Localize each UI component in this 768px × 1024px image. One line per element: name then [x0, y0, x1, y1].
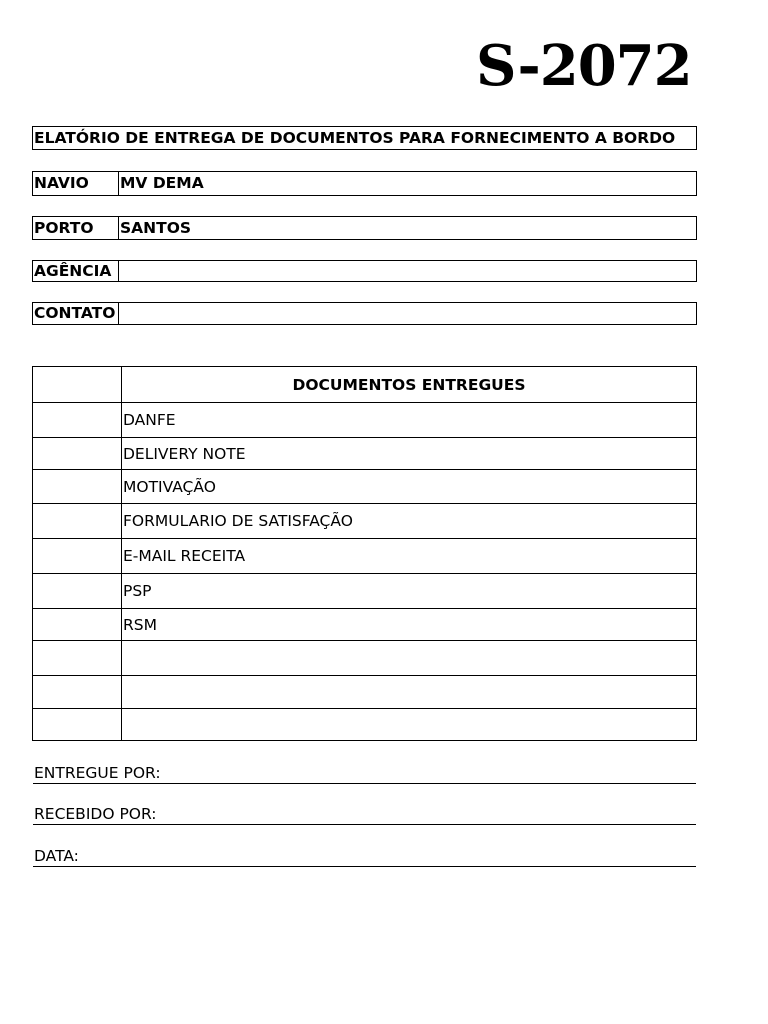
document-name	[122, 676, 697, 709]
table-row	[33, 574, 697, 609]
document-check-cell[interactable]	[33, 641, 122, 676]
document-name: FORMULARIO DE SATISFAÇÃO	[122, 504, 697, 539]
document-check-cell[interactable]	[33, 438, 122, 470]
table-row	[33, 403, 697, 438]
document-name: E-MAIL RECEITA	[122, 539, 697, 574]
field-agencia[interactable]	[32, 260, 697, 282]
check-column-header	[33, 367, 122, 403]
field-agencia-label: AGÊNCIA	[34, 262, 112, 280]
document-name	[122, 641, 697, 676]
document-name: DELIVERY NOTE	[122, 438, 697, 470]
field-porto-label: PORTO	[34, 219, 94, 237]
field-navio-value[interactable]: MV DEMA	[120, 174, 204, 192]
documents-header: DOCUMENTOS ENTREGUES	[122, 367, 697, 403]
table-row	[33, 709, 697, 741]
document-check-cell[interactable]	[33, 609, 122, 641]
signature-data[interactable]	[33, 847, 696, 867]
table-row	[33, 438, 697, 470]
field-contato-label: CONTATO	[34, 304, 116, 322]
table-row	[33, 676, 697, 709]
document-check-cell[interactable]	[33, 676, 122, 709]
document-check-cell[interactable]	[33, 403, 122, 438]
field-contato[interactable]	[32, 302, 697, 325]
document-check-cell[interactable]	[33, 470, 122, 504]
field-navio-label: NAVIO	[34, 174, 89, 192]
report-title-box	[32, 126, 697, 150]
field-porto[interactable]	[32, 216, 697, 240]
document-check-cell[interactable]	[33, 709, 122, 741]
table-row	[33, 641, 697, 676]
report-title: ELATÓRIO DE ENTREGA DE DOCUMENTOS PARA FORNECIMENTO A BORDO	[34, 129, 676, 147]
documents-rows	[33, 403, 697, 741]
table-row	[33, 539, 697, 574]
document-check-cell[interactable]	[33, 574, 122, 609]
field-contato-label-cell	[33, 303, 119, 324]
table-row	[33, 609, 697, 641]
table-row	[33, 504, 697, 539]
document-check-cell[interactable]	[33, 539, 122, 574]
signature-recebido-por[interactable]	[33, 805, 696, 825]
document-name: MOTIVAÇÃO	[122, 470, 697, 504]
documents-header-row	[33, 367, 697, 403]
field-navio-label-cell	[33, 172, 119, 195]
document-name: RSM	[122, 609, 697, 641]
field-navio[interactable]	[32, 171, 697, 196]
documents-table	[32, 366, 697, 741]
field-agencia-label-cell	[33, 261, 119, 281]
field-porto-value[interactable]: SANTOS	[120, 219, 192, 237]
signature-entregue-por-label: ENTREGUE POR:	[34, 764, 161, 782]
signature-entregue-por[interactable]	[33, 764, 696, 784]
signature-recebido-por-label: RECEBIDO POR:	[34, 805, 157, 823]
document-name	[122, 709, 697, 741]
document-number: S-2072	[476, 33, 692, 99]
table-row	[33, 470, 697, 504]
field-porto-label-cell	[33, 217, 119, 239]
document-name: PSP	[122, 574, 697, 609]
signature-data-label: DATA:	[34, 847, 79, 865]
document-check-cell[interactable]	[33, 504, 122, 539]
document-name: DANFE	[122, 403, 697, 438]
